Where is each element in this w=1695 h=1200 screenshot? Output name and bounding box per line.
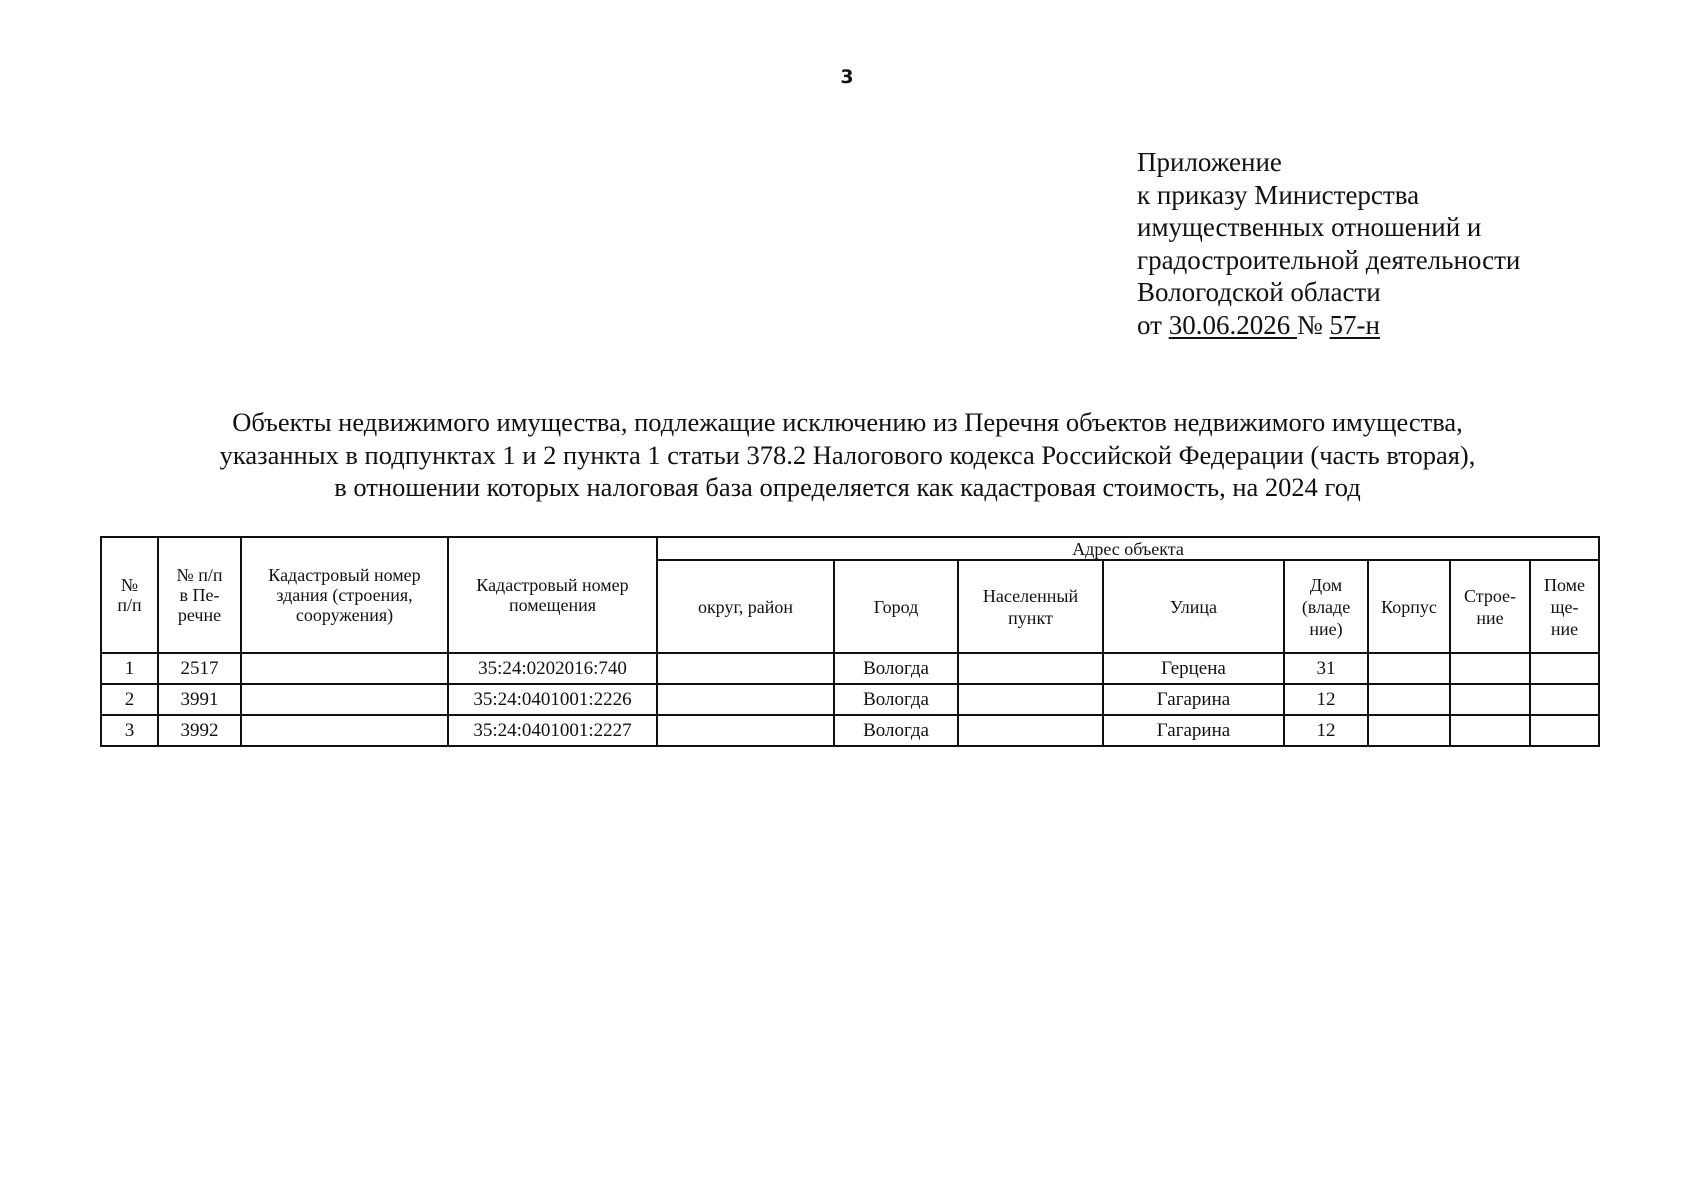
order-number-sign: № [1296, 309, 1323, 340]
cell-block [1368, 715, 1450, 746]
appendix-line: имущественных отношений и [1137, 212, 1482, 242]
header-num: № п/п [101, 537, 158, 653]
cell-settlement [958, 684, 1103, 715]
document-title [0, 406, 1695, 504]
appendix-block [1137, 146, 1520, 341]
header-district: округ, район [657, 560, 834, 653]
cell-block [1368, 653, 1450, 684]
cell-building [241, 715, 448, 746]
title-line: Объекты недвижимого имущества, подлежащие исключению из Перечня объектов недвижимого имущества, [232, 407, 1463, 437]
order-number: 57-н [1329, 309, 1380, 340]
cell-house: 31 [1284, 653, 1368, 684]
cell-premises: 35:24:0401001:2227 [448, 715, 657, 746]
cell-city: Вологда [834, 684, 958, 715]
table-row [101, 715, 1599, 746]
cell-structure [1450, 653, 1530, 684]
cell-district [657, 715, 834, 746]
header-room: Поме ще- ние [1530, 560, 1599, 653]
cell-district [657, 684, 834, 715]
header-settlement: Населенный пункт [958, 560, 1103, 653]
cell-building [241, 684, 448, 715]
header-house: Дом (владе ние) [1284, 560, 1368, 653]
cell-list-num: 3991 [158, 684, 241, 715]
header-structure: Строе- ние [1450, 560, 1530, 653]
appendix-line: к приказу Министерства [1137, 179, 1420, 210]
header-premises-cadastral: Кадастровый номер помещения [448, 537, 657, 653]
order-date: 30.06.2026 [1168, 309, 1291, 340]
cell-settlement [958, 653, 1103, 684]
cell-structure [1450, 684, 1530, 715]
objects-table [100, 536, 1600, 747]
title-line: в отношении которых налоговая база определяется как кадастровая стоимость, на 2024 год [334, 472, 1361, 502]
cell-street: Гагарина [1103, 715, 1284, 746]
cell-building [241, 653, 448, 684]
cell-list-num: 2517 [158, 653, 241, 684]
cell-premises: 35:24:0202016:740 [448, 653, 657, 684]
cell-block [1368, 684, 1450, 715]
cell-structure [1450, 715, 1530, 746]
cell-room [1530, 653, 1599, 684]
cell-num: 2 [101, 684, 158, 715]
cell-list-num: 3992 [158, 715, 241, 746]
appendix-prefix: от [1137, 309, 1162, 340]
header-building-cadastral: Кадастровый номер здания (строения, сооружения) [241, 537, 448, 653]
table-row [101, 653, 1599, 684]
header-list-num: № п/п в Пе- речне [158, 537, 241, 653]
table-row [101, 684, 1599, 715]
cell-street: Герцена [1103, 653, 1284, 684]
cell-premises: 35:24:0401001:2226 [448, 684, 657, 715]
cell-city: Вологда [834, 715, 958, 746]
cell-house: 12 [1284, 684, 1368, 715]
appendix-order-line [1137, 309, 1520, 342]
header-city: Город [834, 560, 958, 653]
page-number: 3 [840, 66, 854, 88]
cell-city: Вологда [834, 653, 958, 684]
header-address-group: Адрес объекта [657, 537, 1599, 560]
cell-room [1530, 715, 1599, 746]
cell-num: 1 [101, 653, 158, 684]
appendix-line: градостроительной деятельности [1137, 244, 1521, 275]
title-line: указанных в подпунктах 1 и 2 пункта 1 статьи 378.2 Налогового кодекса Российской Федерации (часть вторая), [219, 439, 1476, 470]
cell-district [657, 653, 834, 684]
appendix-line: Вологодской области [1137, 277, 1381, 307]
cell-house: 12 [1284, 715, 1368, 746]
cell-settlement [958, 715, 1103, 746]
cell-room [1530, 684, 1599, 715]
cell-street: Гагарина [1103, 684, 1284, 715]
header-block: Корпус [1368, 560, 1450, 653]
header-street: Улица [1103, 560, 1284, 653]
cell-num: 3 [101, 715, 158, 746]
appendix-line: Приложение [1137, 147, 1282, 177]
